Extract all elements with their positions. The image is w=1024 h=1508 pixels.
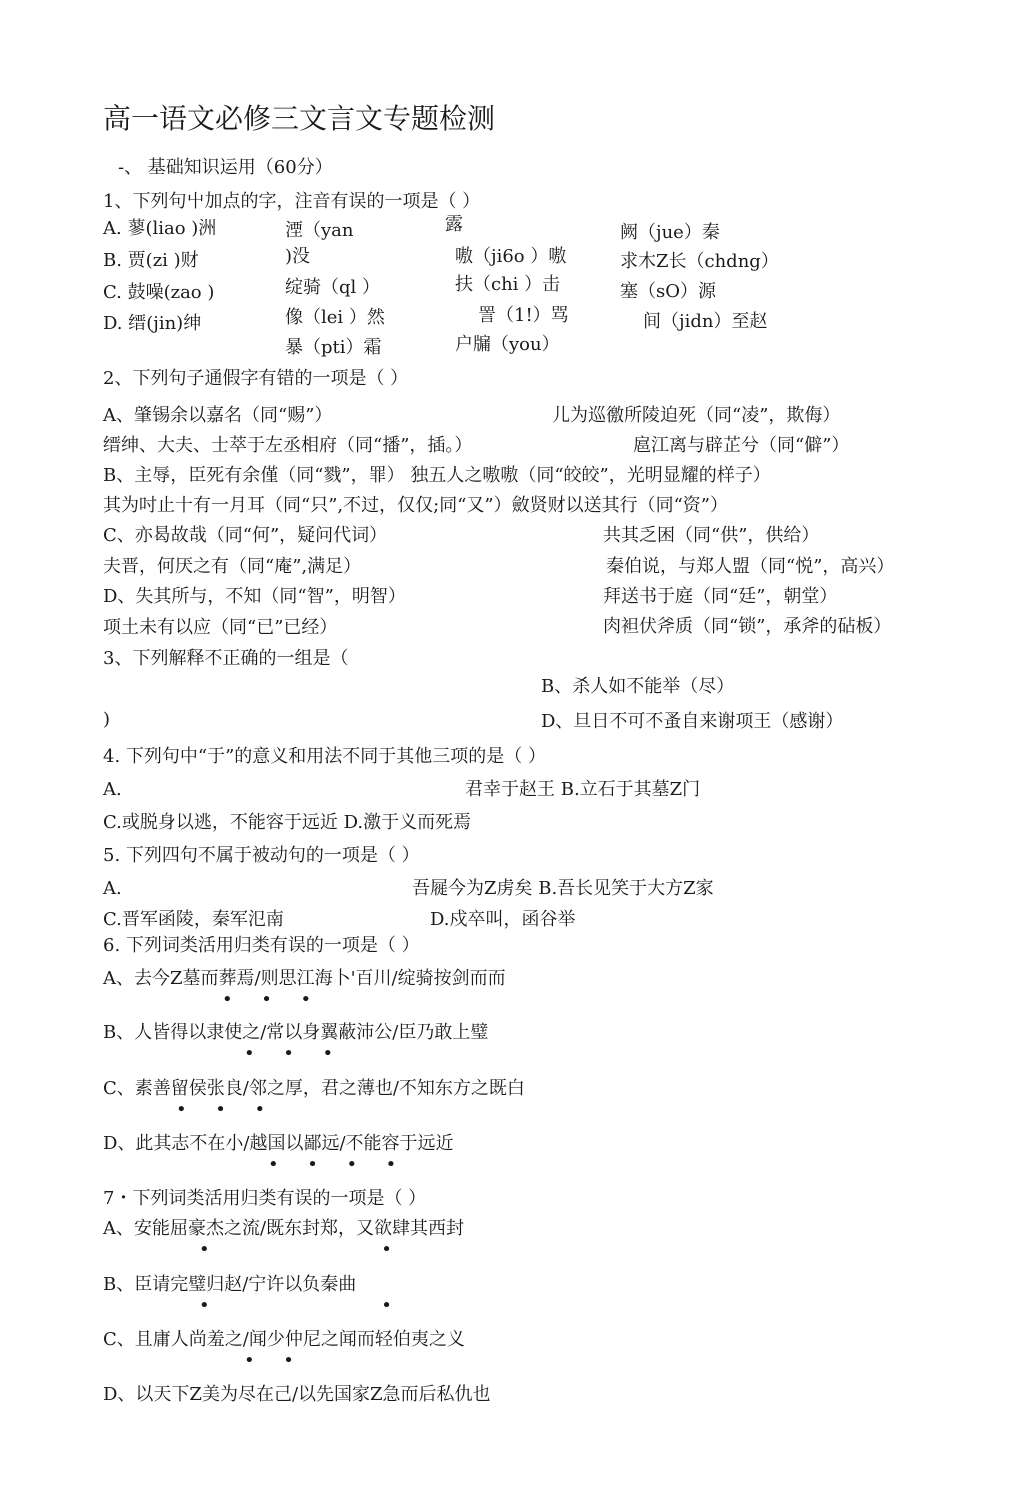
q1-text: 嗷（ji6o ）嗷: [455, 246, 567, 267]
emphasis-dots: • • •: [244, 1043, 334, 1064]
q1-text: 詈（1!）骂: [478, 305, 569, 326]
q5-option-c: C.晋军函陵，秦军氾南: [103, 909, 284, 930]
q6-option-b: B、人皆得以隶使之/常以身翼蔽沛公/臣乃敢上璧: [103, 1022, 489, 1043]
q1-text: 像（lei ）然: [285, 307, 385, 328]
q3-stem: 3、下列解释不正确的一组是（: [103, 648, 349, 669]
q7-stem: 7・下列词类活用归类有误的一项是（ ）: [103, 1188, 427, 1209]
q5-option-a-label: A.: [103, 878, 122, 899]
q1-text: 湮（yan: [285, 220, 354, 241]
q2-line: A、肇锡余以嘉名（同“赐”）: [103, 405, 333, 426]
q2-line: C、亦曷故哉（同“何”，疑问代词）: [103, 525, 388, 546]
emphasis-dots: • •: [244, 1350, 294, 1371]
q1-text: 暴（pti）霜: [285, 337, 382, 358]
q1-text: )没: [285, 246, 311, 267]
q3-close: ): [103, 709, 111, 730]
q6-option-c: C、素善留侯张良/邻之厚，君之薄也/不知东方之既白: [103, 1078, 525, 1099]
emphasis-dots: • •: [199, 1239, 392, 1260]
q2-line: 其为吋止十有一月耳（同“只”,不过，仅仅;同“又”）斂贤财以送其行（同“资”）: [103, 495, 728, 516]
q7-option-a: A、安能屈豪杰之流/既东封郑，又欲肆其西封: [103, 1218, 465, 1239]
q7-option-d: D、以天下Z美为尽在己/以先国家Z急而后私仇也: [103, 1384, 491, 1405]
q1-text: 扶（chi ）击: [455, 274, 561, 295]
q1-option-a: A. 蓼(liao )洲: [103, 218, 217, 239]
q2-line: 共其乏困（同“供”，供给）: [603, 525, 820, 546]
q1-text: 户牖（you）: [455, 334, 560, 355]
q1-option-b: B. 贾(zi )财: [103, 250, 199, 271]
q2-line: 缙绅、大夫、士萃于左丞相府（同“播”，插。）: [103, 435, 473, 456]
q6-option-d: D、此其志不在小/越国以鄙远/不能容于远近: [103, 1133, 454, 1154]
q1-text: 间（jidn）至赵: [643, 311, 768, 332]
q1-stem: 1、下列句屮加点的字，注音有误的一项是（ ）: [103, 191, 481, 212]
q2-line: 夫晋，何厌之有（同“庵”,满足）: [103, 556, 362, 577]
q4-option-a-label: A.: [103, 779, 122, 800]
document-title: 高一语文必修三文言文专题检测: [103, 102, 496, 135]
q2-stem: 2、下列句子通假字有错的一项是（ ）: [103, 368, 409, 389]
q2-line: 扈江离与辟芷兮（同“僻”）: [633, 435, 850, 456]
section-heading: -、 基础知识运用（60分）: [118, 157, 333, 178]
q2-line: 肉袒伏斧质（同“锁”，承斧的砧板）: [603, 616, 892, 637]
q2-line: 拜送书于庭（同“廷”，朝堂）: [603, 586, 838, 607]
q1-text: 阙（jue）秦: [620, 222, 720, 243]
q4-options-cd: C.或脱身以逃，不能容于远近 D.激于义而死焉: [103, 812, 472, 833]
q1-option-c: C. 鼓噪(zao ): [103, 282, 215, 303]
emphasis-dots: • • •: [176, 1099, 266, 1120]
q1-option-d: D. 缙(jin)绅: [103, 313, 202, 334]
q2-line: 秦伯说，与郑人盟（同“悦”，高兴）: [606, 556, 895, 577]
q6-option-a: A、去今Z墓而葬焉/则思江海卜'百川/绽骑按剑而而: [103, 968, 506, 989]
q2-line: B、主辱，臣死有余僅（同“戮”，罪） 独五人之嗷嗷（同“皎皎”，光明显耀的样子）: [103, 465, 771, 486]
q6-stem: 6. 下列词类活用归类有误的一项是（ ）: [103, 935, 420, 956]
q4-options-ab: 君幸于赵王 B.立石于其墓Z门: [465, 779, 701, 800]
q2-line: D、失其所与，不知（同“智”，明智）: [103, 586, 406, 607]
emphasis-dots: • • • •: [268, 1154, 397, 1175]
q2-line: 儿为巡徼所陵迫死（同“凌”，欺侮）: [552, 405, 841, 426]
q1-text: 绽骑（ql ）: [285, 277, 381, 298]
q1-text: 塞（sO）源: [620, 281, 716, 302]
q5-stem: 5. 下列四句不属于被动句的一项是（ ）: [103, 845, 420, 866]
q2-line: 项土未有以应（同“已”已经）: [103, 617, 338, 638]
q5-options-ab: 吾屣今为Z虏矣 B.吾长见笑于大方Z家: [412, 878, 714, 899]
q3-option-b: B、杀人如不能举（尽）: [541, 676, 735, 697]
q7-option-b: B、臣请完璧归赵/宁许以负秦曲: [103, 1274, 357, 1295]
q7-option-c: C、且庸人尚羞之/闻少仲尼之闻而轻伯夷之义: [103, 1329, 465, 1350]
q5-option-d: D.戍卒叫，函谷举: [430, 909, 576, 930]
emphasis-dots: • •: [199, 1295, 392, 1316]
q4-stem: 4. 下列句中“于”的意义和用法不同于其他三项的是（ ）: [103, 746, 547, 767]
q1-text: 露: [445, 214, 463, 235]
emphasis-dots: • • •: [222, 989, 312, 1010]
q1-text: 求木Z长（chdng）: [620, 251, 779, 272]
q3-option-d: D、旦日不可不蚤自来谢项王（感谢）: [541, 711, 844, 732]
